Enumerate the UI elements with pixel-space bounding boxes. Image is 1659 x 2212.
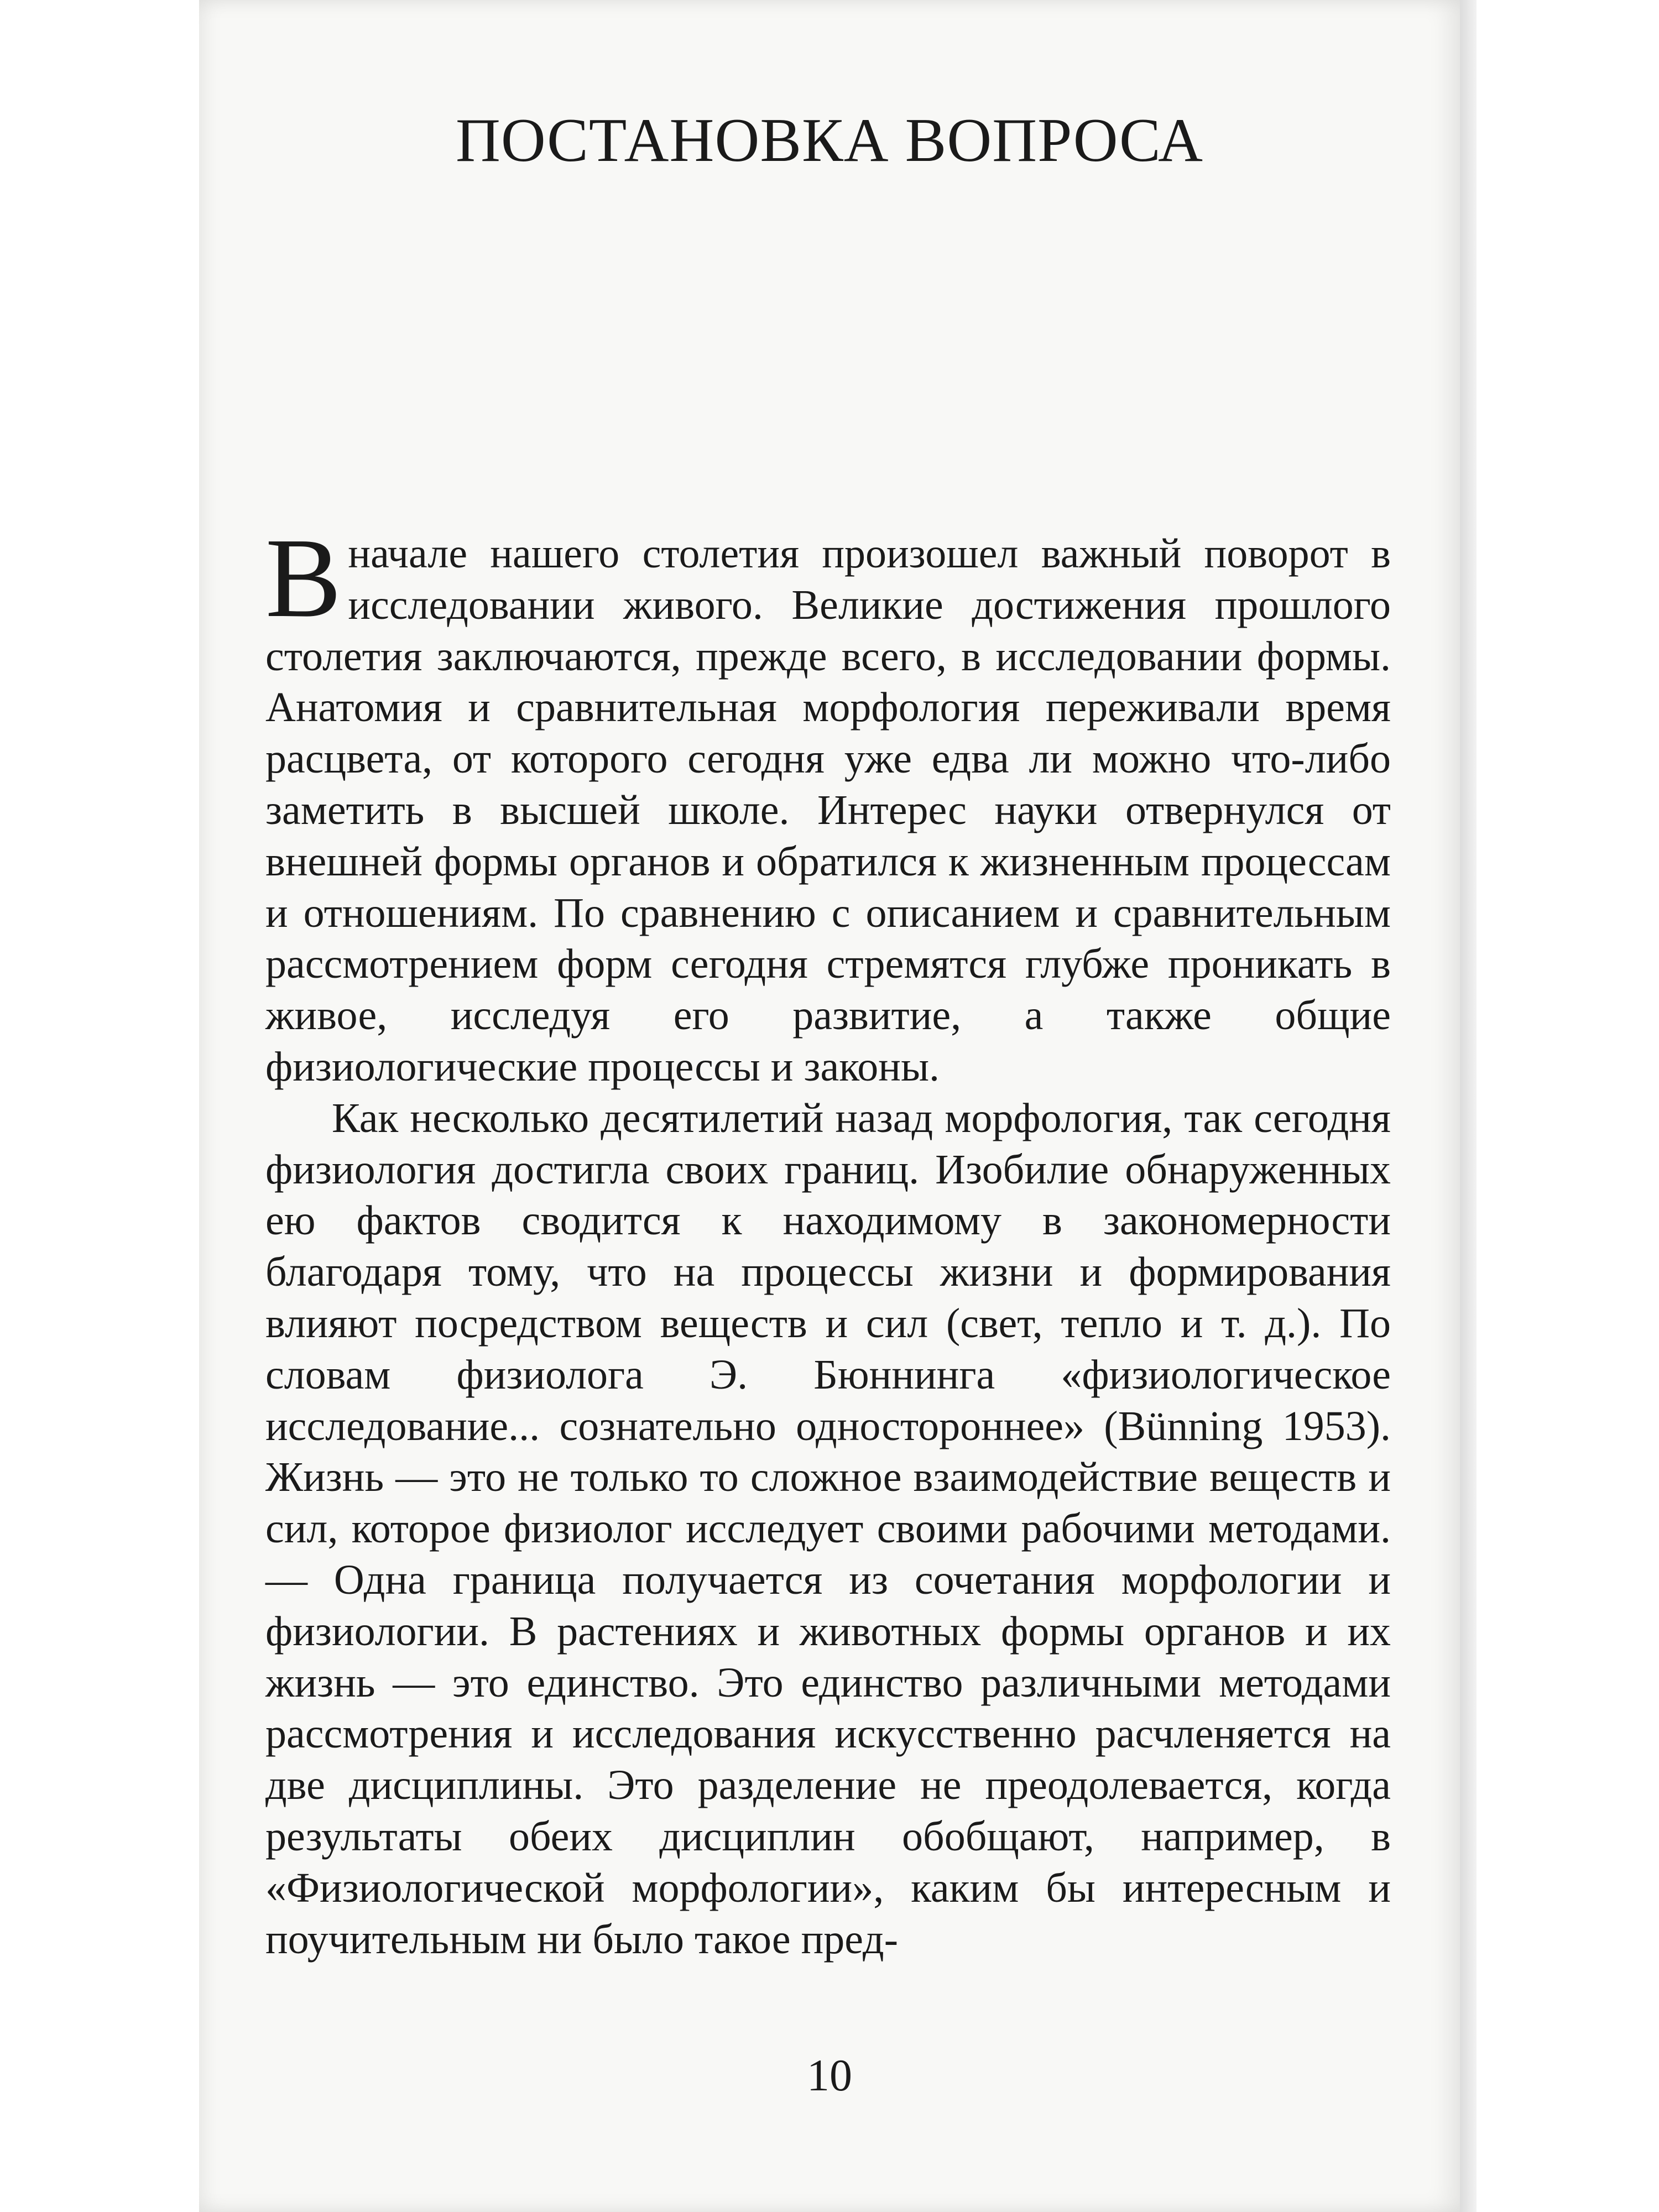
chapter-heading: ПОСТАНОВКА ВОПРОСА (456, 106, 1203, 175)
page-edge (1460, 0, 1477, 2212)
book-page (199, 0, 1460, 2212)
paragraph-1-text: начале нашего столетия произошел важный поворот в исследовании живого. Великие достижения прошлого столетия заключаются, прежде всего, в исследовании формы. Анатомия и сравнительная морфология переживали время расцвета, от которого сегодня уже едва ли можно что-либо заметить в высшей школе. Интерес науки отвернулся от внешней формы органов и обратился к жизненным процессам и отношениям. По сравнению с описанием и сравнительным рассмотрением форм сегодня стремятся глубже проникать в живое, исследуя его развитие, а также общие физиологические процессы и законы. (265, 530, 1391, 1090)
paragraph-1 (265, 514, 1391, 1093)
drop-cap: В (265, 514, 342, 641)
paragraph-2: Как несколько десятилетий назад морфология, так сегодня физиология достигла своих границ. Изобилие обнаруженных ею фактов сводится к находимому в закономерности благодаря тому, что на процессы жизни и формирования влияют посредством веществ и сил (свет, тепло и т. д.). По словам физиолога Э. Бюннинга «физиологическое исследование... сознательно одностороннее» (Bünning 1953). Жизнь — это не только то сложное взаимодействие веществ и сил, которое физиолог исследует своими рабочими методами. — Одна граница получается из сочетания морфологии и физиологии. В растениях и животных формы органов и их жизнь — это единство. Это единство различными методами рассмотрения и исследования искусственно расчленяется на две дисциплины. Это разделение не преодолевается, когда результаты обеих дисциплин обобщают, например, в «Физиологической морфологии», каким бы интересным и поучительным ни было такое пред- (265, 1094, 1391, 1963)
page-number: 10 (807, 2050, 852, 2100)
body-text (265, 514, 1391, 1965)
